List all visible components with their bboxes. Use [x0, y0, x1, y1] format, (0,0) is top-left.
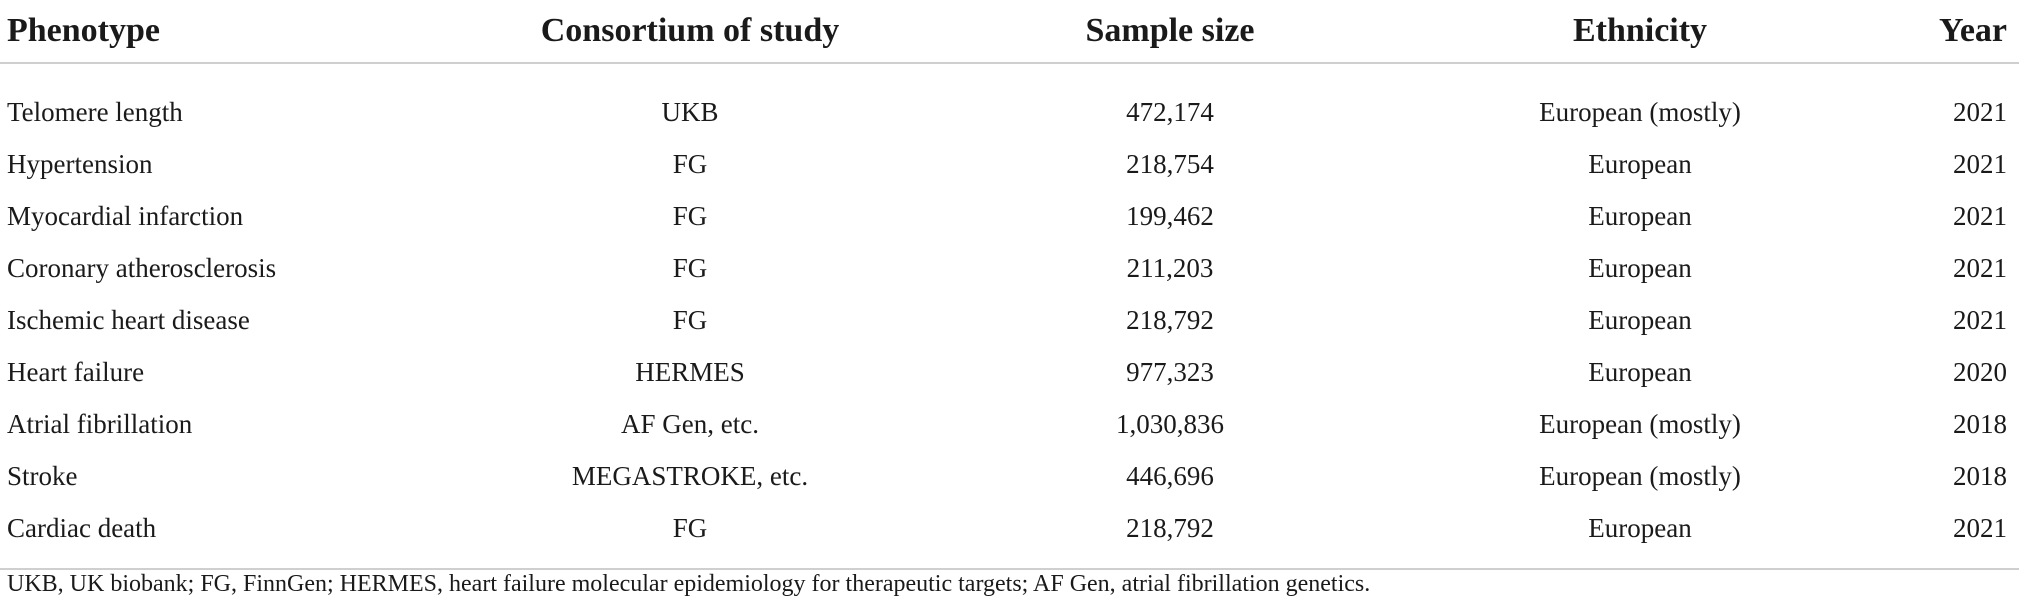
cell-consortium: FG: [672, 512, 708, 543]
cell-consortium: MEGASTROKE, etc.: [571, 460, 809, 491]
table-header: [0, 0, 2019, 63]
table-row: [0, 294, 2019, 346]
cell-ethnicity: European: [1588, 304, 1692, 335]
cell-ethnicity: European: [1588, 148, 1692, 179]
cell-consortium: FG: [672, 252, 708, 283]
cell-year: 2020: [1953, 356, 2007, 387]
cell-sample-size: 472,174: [1126, 96, 1214, 127]
table-row: [0, 138, 2019, 190]
header-phenotype: Phenotype: [7, 12, 160, 49]
cell-consortium: FG: [672, 304, 708, 335]
cell-year: 2021: [1953, 512, 2007, 543]
table-row: [0, 346, 2019, 398]
header-consortium: Consortium of study: [540, 12, 840, 49]
cell-year: 2021: [1953, 200, 2007, 231]
cell-ethnicity: European (mostly): [1539, 408, 1741, 439]
cell-ethnicity: European (mostly): [1539, 460, 1741, 491]
cell-consortium: AF Gen, etc.: [621, 408, 759, 439]
cell-sample-size: 1,030,836: [1116, 408, 1224, 439]
header-sample-size: Sample size: [1085, 12, 1255, 49]
cell-sample-size: 977,323: [1126, 356, 1214, 387]
header-year: Year: [1939, 12, 2007, 49]
table-body: [0, 63, 2019, 569]
cell-phenotype: Hypertension: [7, 148, 153, 179]
table-row: [0, 450, 2019, 502]
cell-ethnicity: European (mostly): [1539, 96, 1741, 127]
cell-ethnicity: European: [1588, 252, 1692, 283]
cell-phenotype: Myocardial infarction: [7, 200, 244, 231]
cell-year: 2021: [1953, 96, 2007, 127]
table-row: [0, 242, 2019, 294]
cell-ethnicity: European: [1588, 356, 1692, 387]
cell-sample-size: 218,792: [1126, 304, 1214, 335]
header-ethnicity: Ethnicity: [1572, 12, 1708, 49]
cell-phenotype: Telomere length: [7, 96, 183, 127]
cell-phenotype: Ischemic heart disease: [7, 304, 250, 335]
cell-phenotype: Cardiac death: [7, 512, 157, 543]
cell-ethnicity: European: [1588, 512, 1692, 543]
table-row: [0, 190, 2019, 242]
cell-year: 2018: [1953, 408, 2007, 439]
cell-ethnicity: European: [1588, 200, 1692, 231]
header-row: [0, 0, 2019, 63]
cell-sample-size: 218,754: [1126, 148, 1214, 179]
cell-sample-size: 446,696: [1126, 460, 1214, 491]
cell-phenotype: Coronary atherosclerosis: [7, 252, 277, 283]
cell-sample-size: 218,792: [1126, 512, 1214, 543]
table-footnote: UKB, UK biobank; FG, FinnGen; HERMES, heart failure molecular epidemiology for therapeutic targets; AF Gen, atrial fibrillation genetics.: [7, 571, 1371, 597]
cell-year: 2021: [1953, 148, 2007, 179]
cell-phenotype: Stroke: [7, 460, 78, 491]
cell-sample-size: 199,462: [1126, 200, 1214, 231]
cell-consortium: UKB: [661, 96, 719, 127]
cell-year: 2021: [1953, 252, 2007, 283]
cell-year: 2021: [1953, 304, 2007, 335]
cell-consortium: FG: [672, 148, 708, 179]
cell-phenotype: Atrial fibrillation: [7, 408, 193, 439]
cell-consortium: FG: [672, 200, 708, 231]
cell-year: 2018: [1953, 460, 2007, 491]
table-row: [0, 398, 2019, 450]
table-row: [0, 63, 2019, 138]
cell-sample-size: 211,203: [1126, 252, 1214, 283]
cell-phenotype: Heart failure: [7, 356, 145, 387]
cell-consortium: HERMES: [635, 356, 745, 387]
table-row: [0, 502, 2019, 569]
